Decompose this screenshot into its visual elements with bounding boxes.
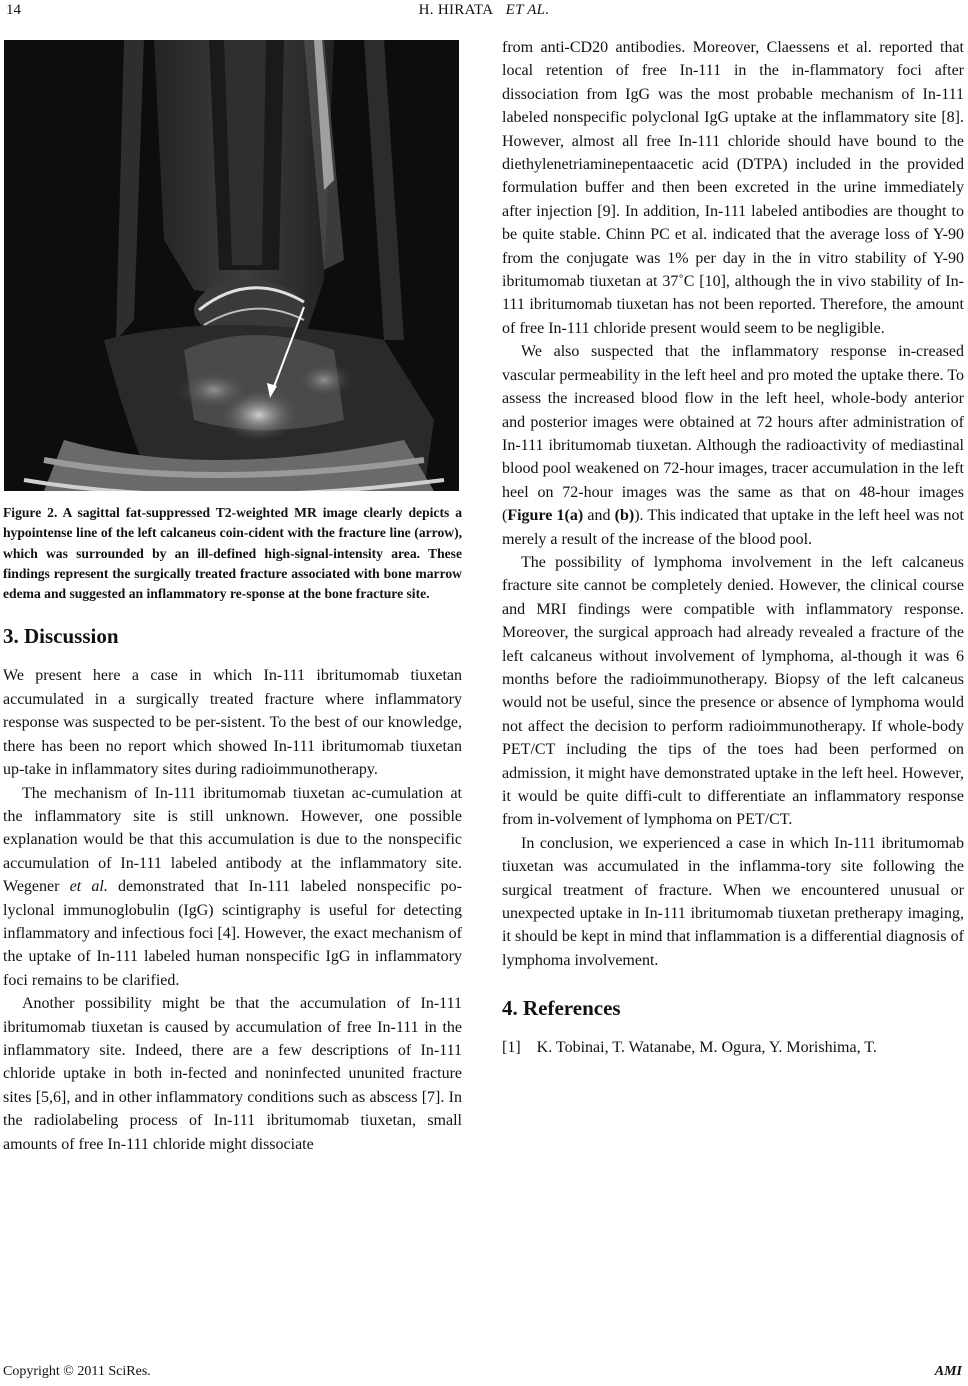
- footer-journal: AMI: [934, 1364, 962, 1379]
- discussion-paragraph-1: We present here a case in which In-111 ibritumomab tiuxetan accumulated in a surgically treated fracture where inflammatory response was suspected to be per-sistent. To the best of our knowledge, there has been no report which showed In-111 ibritumomab tiuxetan up-take in inflammatory sites during radioimmunotherapy.: [3, 667, 462, 779]
- discussion-paragraph-6: The possibility of lymphoma involvement in the left calcaneus fracture site cannot be completely denied. However, the clinical course and MRI findings were compatible with inflammatory response. Moreover, the surgical approach had already revealed a fracture of the left calcaneus without involvement of lymphoma, al-though it was 6 months before the radioimmunotherapy. Biopsy of the left calcaneus would not be useful, since the presence or absence of lymphoma would not affect the decision to perform radioimmunotherapy. If whole-body PET/CT including the tips of the toes had been performed on admission, it might have demonstrated uptake in the left heel. However, it would be quite diffi-cult to differentiate an inflammatory response from in-volvement of lymphoma on PET/CT.: [502, 553, 964, 829]
- mri-figure: [4, 40, 459, 491]
- discussion-paragraph-3: Another possibility might be that the accumulation of In-111 ibritumomab tiuxetan is caused by accumulation of free In-111 in the inflammatory site. Indeed, there are a few descriptions of In-111 chloride uptake in both in-fected and noninfected ununited fracture sites [5,6], and in other inflammatory conditions such as abscess [7]. In the radiolabeling process of In-111 ibritumomab tiuxetan, small amounts of free In-111 chloride might dissociate: [3, 995, 462, 1153]
- figure-1a-link[interactable]: Figure 1(a): [507, 507, 584, 525]
- footer-copyright: Copyright © 2011 SciRes.: [3, 1364, 151, 1379]
- header-et-al: ET AL.: [505, 2, 550, 18]
- right-column: [502, 36, 964, 1060]
- page-number: 14: [6, 2, 21, 18]
- discussion-paragraph-7: In conclusion, we experienced a case in which In-111 ibritumomab tiuxetan was accumulated in the inflamma-tory site following the surgical treatment of fracture. When we encountered unusual or unexpected uptake in In-111 ibritumomab tiuxetan pretherapy imaging, it should be kept in mind that inflammation is a differential diagnosis of lymphoma involvement.: [502, 834, 964, 969]
- header-author: H. HIRATA: [418, 2, 494, 18]
- discussion-paragraph-5: We also suspected that the inflammatory response in-creased vascular permeability in the left heel and pro moted the uptake there. To assess the increased blood flow in the left heel, whole-body anterior and posterior images were obtained at 72 hours after administration of In-111 ibritumomab tiuxetan. Although the radioactivity of mediastinal blood pool weakened on 72-hour images, tracer accumulation in the left heel on 72-hour images was the same as that on 48-hour images (Figure 1(a) and (b)). This indicated that uptake in the left heel was not merely a result of the increase of the blood pool.: [502, 343, 965, 548]
- figure-caption: Figure 2. A sagittal fat-suppressed T2-weighted MR image clearly depicts a hypointense line of the left calcaneus coin-cident with the fracture line (arrow), which was surrounded by an ill-defined high-signal-intensity area. These findings represent the surgically treated fracture associated with bone marrow edema and suggested an inflammatory re-sponse at the bone fracture site.: [3, 505, 462, 602]
- left-column: [3, 36, 462, 1156]
- references-heading: 4. References: [502, 996, 621, 1021]
- discussion-paragraph-4: from anti-CD20 antibodies. Moreover, Claessens et al. reported that local retention of free In-111 in the in-flammatory foci after dissociation from IgG was the most probable mechanism of In-111 labeled nonspecific polyclonal IgG uptake at the inflammatory site [8]. However, almost all free In-111 chloride should have bound to the diethylenetriaminepentaacetic acid (DTPA) included in the provided formulation buffer and then been excreted in the urine immediately after injection [9]. In addition, In-111 labeled antibodies are thought to be quite stable. Chinn PC et al. indicated that the average loss of Y-90 from the conjugate was 1% per day in the in vitro stability of Y-90 ibritumomab tiuxetan at 37˚C [10], although the in vivo stability of In-111 ibritumomab tiuxetan has not been reported. Therefore, the amount of free In-111 chloride present would seem to be negligible.: [502, 39, 964, 337]
- discussion-paragraph-2: The mechanism of In-111 ibritumomab tiuxetan ac-cumulation at the inflammatory site is still unknown. However, one possible explanation would be that this accumulation is due to the nonspecific accumulation of In-111 labeled antibody at the inflammatory site. Wegener et al. demonstrated that In-111 labeled nonspecific po-lyclonal immunoglobulin (IgG) scintigraphy is useful for detecting inflammatory and infectious foci [4]. However, the exact mechanism of the uptake of In-111 labeled human nonspecific IgG in inflammatory foci remains to be clarified.: [3, 784, 462, 989]
- mri-image: [4, 40, 459, 491]
- reference-1: [1] K. Tobinai, T. Watanabe, M. Ogura, Y. Morishima, T.: [502, 1039, 877, 1057]
- discussion-heading: 3. Discussion: [3, 624, 119, 649]
- figure-1b-link[interactable]: (b): [614, 507, 635, 525]
- running-header: [0, 2, 968, 19]
